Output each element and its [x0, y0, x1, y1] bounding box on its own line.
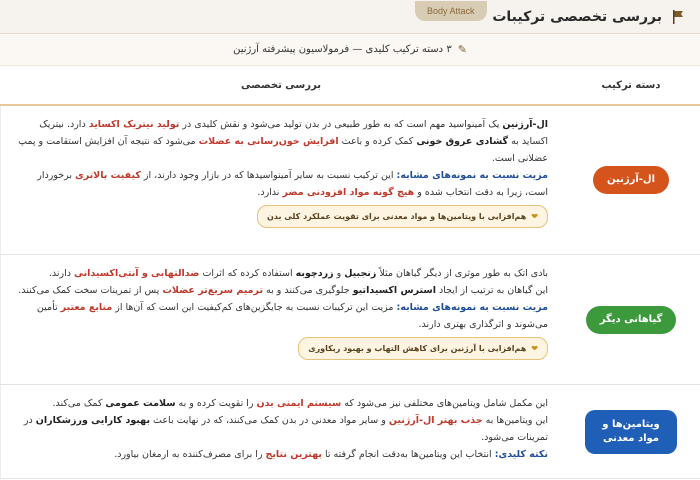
review-cell	[0, 106, 562, 254]
text-span: کمک کرده و باعث	[338, 136, 417, 147]
bold-text: زنجبیل	[344, 268, 377, 279]
highlight-text: سیستم ایمنی بدن	[256, 398, 342, 409]
text-span: پس از تمرینات سخت کمک می‌کنند.	[18, 285, 163, 296]
text-span: دارد. نیتریک اکساید به	[39, 119, 548, 147]
text-span: برخوردار است، زیرا به دقت انتخاب شده و	[37, 170, 548, 198]
category-pill-herbs[interactable]: گیاهانی دیگر	[586, 306, 677, 334]
text-span: و سایر مواد معدنی در بدن کمک می‌کنند، که در نهایت باعث	[150, 415, 389, 426]
highlight-text: بهترین نتایج	[265, 449, 322, 460]
category-pill-vitamins[interactable]: ویتامین‌ها و مواد معدنی	[585, 410, 677, 454]
page-title: بررسی تخصصی ترکیبات	[492, 8, 662, 25]
bold-text: استرس اکسیداتیو	[352, 285, 436, 296]
column-header-category: دسته ترکیب	[601, 79, 661, 91]
text-span: تأمین می‌شوند و اثرگذاری بهتری دارند.	[36, 302, 548, 330]
bold-text: بهبود کارایی ورزشکاران	[35, 415, 151, 426]
review-paragraph	[15, 265, 548, 282]
advantage-paragraph	[15, 299, 548, 333]
header-bar	[0, 0, 700, 34]
heart-icon: ❤	[531, 344, 538, 353]
table-row	[0, 106, 700, 255]
key-note-label: نکته کلیدی:	[494, 449, 548, 460]
text-span: در تمرینات می‌شود.	[23, 415, 548, 443]
highlight-text: هیچ گونه مواد افزودنی مضر	[282, 187, 415, 198]
text-span: استفاده کرده که اثرات	[199, 268, 296, 279]
section-subtitle	[0, 34, 700, 66]
text-span: را تقویت کرده و به	[175, 398, 257, 409]
text-span: یک آمینواسید مهم است که به طور طبیعی در بدن تولید می‌شود و نقش کلیدی در	[179, 119, 503, 130]
text-span: بادی اتک به طور موثری از دیگر گیاهان مثلاً	[376, 268, 548, 279]
review-paragraph	[15, 116, 548, 167]
section-subtitle-text: ۳ دسته ترکیب کلیدی — فرمولاسیون پیشرفته آرژنین	[233, 44, 452, 55]
flag-icon	[670, 9, 686, 25]
highlight-text: کیفیت بالاتری	[74, 170, 141, 181]
term-arginine: ال-آرژنین	[502, 119, 548, 130]
column-header-review: بررسی تخصصی	[241, 79, 321, 91]
advantage-label: مزیت نسبت به نمونه‌های مشابه:	[396, 302, 548, 313]
table-header	[0, 66, 700, 106]
review-paragraph	[15, 282, 548, 299]
text-span: می‌شود که نتیجه آن افزایش استقامت و پمپ عضلانی است.	[18, 136, 548, 164]
pen-icon: ✎	[457, 43, 467, 56]
bold-text: گشادی عروق خونی	[416, 136, 509, 147]
text-span: دارند.	[48, 268, 74, 279]
table-row	[0, 385, 700, 479]
advantage-label: مزیت نسبت به نمونه‌های مشابه:	[396, 170, 548, 181]
category-pill-arginine[interactable]: ال-آرژنین	[593, 166, 669, 194]
text-span: کمک می‌کند.	[52, 398, 106, 409]
text-span: را برای مصرف‌کننده به ارمغان بیاورد.	[114, 449, 266, 460]
key-note-paragraph	[15, 446, 548, 463]
category-cell	[562, 255, 700, 384]
highlight-text: تولید نیتریک اکساید	[88, 119, 180, 130]
table-row	[0, 255, 700, 385]
review-paragraph	[15, 395, 548, 412]
highlight-text: افزایش خون‌رسانی به عضلات	[198, 136, 339, 147]
review-cell	[0, 385, 562, 478]
category-cell	[562, 106, 700, 254]
highlight-text: منابع معتبر	[60, 302, 113, 313]
review-cell	[0, 255, 562, 384]
heart-icon: ❤	[531, 212, 538, 221]
synergy-tag	[257, 205, 548, 228]
highlight-text: ضدالتهابی و آنتی‌اکسیدانی	[73, 268, 200, 279]
category-cell	[562, 385, 700, 478]
text-span: انتخاب این ویتامین‌ها به‌دقت انجام گرفته تا	[321, 449, 495, 460]
highlight-text: جذب بهتر ال-آرژنین	[388, 415, 483, 426]
advantage-paragraph	[15, 167, 548, 201]
text-span: ندارد.	[257, 187, 283, 198]
bold-text: زردچوبه	[295, 268, 334, 279]
highlight-text: ترمیم سریع‌تر عضلات	[162, 285, 264, 296]
text-span: و	[333, 268, 345, 279]
text-span: این مکمل شامل ویتامین‌های مختلفی نیز می‌شود که	[341, 398, 548, 409]
text-span: این ویتامین‌ها به	[482, 415, 548, 426]
text-span: این ترکیب نسبت به سایر آمینواسیدها که در بازار وجود دارند، از	[140, 170, 397, 181]
bold-text: سلامت عمومی	[105, 398, 176, 409]
synergy-tag-text: هم‌افزایی با آرژنین برای کاهش التهاب و بهبود ریکاوری	[308, 344, 527, 353]
text-span: این گیاهان به ترتیب از ایجاد	[435, 285, 548, 296]
brand-badge[interactable]: Body Attack	[415, 1, 487, 21]
text-span: جلوگیری می‌کنند و به	[263, 285, 353, 296]
review-paragraph	[15, 412, 548, 446]
text-span: مزیت این ترکیبات نسبت به جایگزین‌های کم‌کیفیت این است که آن‌ها از	[112, 302, 397, 313]
synergy-tag-text: هم‌افزایی با ویتامین‌ها و مواد معدنی برای تقویت عملکرد کلی بدن	[267, 212, 527, 221]
synergy-tag	[298, 337, 548, 360]
